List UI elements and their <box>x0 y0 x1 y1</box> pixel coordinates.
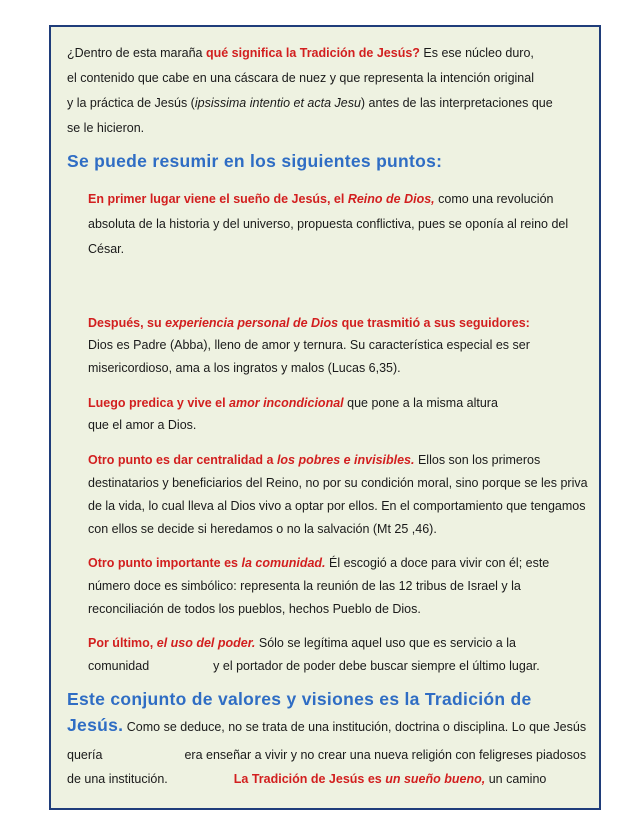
point-4-line-2: destinatarios y beneficiarios del Reino, no por su condición moral, sino porque se les priva <box>88 476 588 490</box>
point-6-line-2: comunidad y el portador de poder debe buscar siempre el último lugar. <box>88 659 540 673</box>
closing-line-3: quería era enseñar a vivir y no crear una nueva religión con feligreses piadosos <box>67 748 587 762</box>
point-6-line-1: Por último, el uso del poder. Sólo se legítima aquel uso que es servicio a la <box>88 636 516 650</box>
point-1-line-2: absoluta de la historia y del universo, propuesta conflictiva, pues se oponía al reino del <box>88 217 569 231</box>
closing-line-2: Jesús. Como se deduce, no se trata de una institución, doctrina o disciplina. Lo que Jesús <box>67 715 587 735</box>
document-page <box>49 25 601 810</box>
point-2-line-1: Después, su experiencia personal de Dios que trasmitió a sus seguidores: <box>88 316 530 330</box>
intro-line-1: ¿Dentro de esta maraña qué significa la Tradición de Jesús? Es ese núcleo duro, <box>67 46 534 60</box>
point-2-line-3: misericordioso, ama a los ingratos y malos (Lucas 6,35). <box>88 361 401 375</box>
point-4-line-4: con ellos se decide si heredamos o no la salvación (Mt 25 ,46). <box>88 522 437 536</box>
point-5-line-2: número doce es simbólico: representa la reunión de las 12 tribus de Israel y la <box>88 579 521 593</box>
point-3-line-1: Luego predica y vive el amor incondicional que pone a la misma altura <box>88 396 498 410</box>
point-5-line-3: reconciliación de todos los pueblos, hechos Pueblo de Dios. <box>88 602 421 616</box>
point-4-line-3: de la vida, lo cual lleva al Dios vivo a optar por ellos. En el comportamiento que tengamos <box>88 499 586 513</box>
intro-line-4: se le hicieron. <box>67 121 145 135</box>
section-heading: Se puede resumir en los siguientes puntos: <box>67 151 443 171</box>
closing-line-4: de una institución. La Tradición de Jesús es un sueño bueno, un camino <box>67 772 547 786</box>
point-1-line-1: En primer lugar viene el sueño de Jesús, el Reino de Dios, como una revolución <box>88 192 554 206</box>
closing-heading: Este conjunto de valores y visiones es la Tradición de <box>67 689 532 709</box>
point-1-line-3: César. <box>88 242 125 256</box>
intro-line-2: el contenido que cabe en una cáscara de nuez y que representa la intención original <box>67 71 534 85</box>
point-3-line-2: que el amor a Dios. <box>88 418 197 432</box>
intro-line-3: y la práctica de Jesús (ipsissima intentio et acta Jesu) antes de las interpretaciones que <box>67 96 553 110</box>
point-2-line-2: Dios es Padre (Abba), lleno de amor y ternura. Su característica especial es ser <box>88 338 530 352</box>
point-5-line-1: Otro punto importante es la comunidad. Él escogió a doce para vivir con él; este <box>88 556 550 570</box>
point-4-line-1: Otro punto es dar centralidad a los pobres e invisibles. Ellos son los primeros <box>88 453 541 467</box>
